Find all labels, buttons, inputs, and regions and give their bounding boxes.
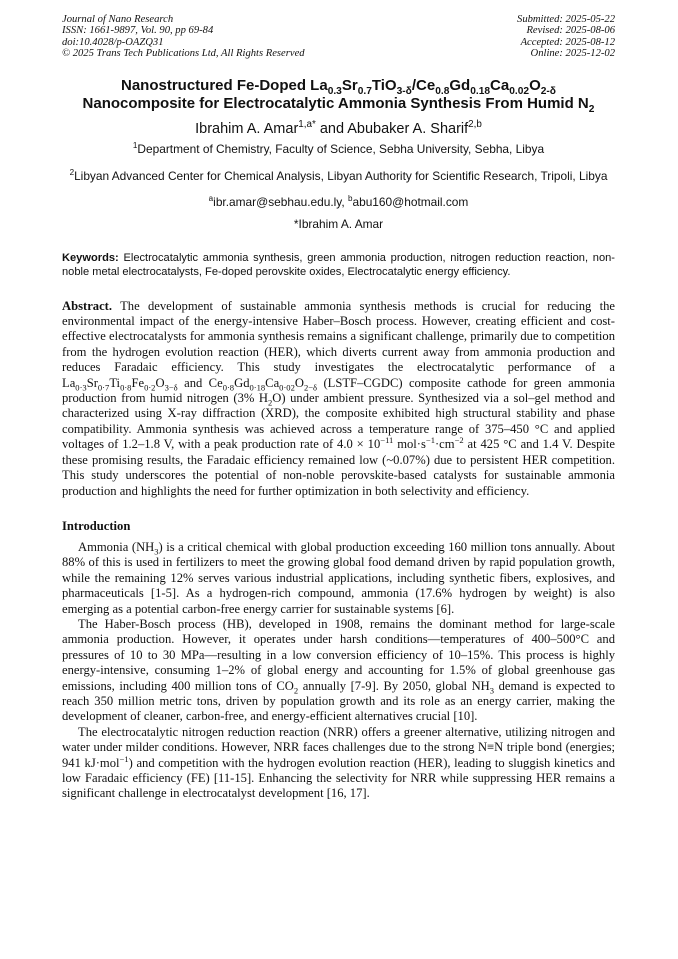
corresponding-author: *Ibrahim A. Amar — [293, 216, 384, 231]
date-accepted: Accepted: 2025-08-12 — [520, 36, 615, 48]
title-line-2: Nanocomposite for Electrocatalytic Ammonia Synthesis From Humid $N_2$ — [82, 94, 595, 115]
publication-dates — [517, 14, 615, 60]
journal-copyright: © 2025 Trans Tech Publications Ltd, All Rights Reserved — [62, 48, 305, 60]
date-submitted: Submitted: 2025-05-22 — [517, 14, 615, 25]
journal-issn: ISSN: 1661-9897, Vol. 90, pp 69-84 — [62, 25, 214, 37]
date-online: Online: 2025-12-02 — [530, 48, 615, 60]
intro-paragraph-1: Ammonia $(NH_3)$ is a critical chemical with global production exceeding 160 million tons annually. About 88% of this is used in fertilizers to meet the growing global food demand driven by rapid population growth, while the remaining 12% serves various industrial applications, including synthetic fibers, explosives, and pharmaceuticals [1-5]. As a hydrogen-rich compound, ammonia (17.6% hydrogen by weight) is also emerging as a potential carbon-free energy carrier for sustainable systems [6]. — [62, 539, 615, 616]
intro-paragraph-2: The Haber-Bosch process (HB), developed in 1908, remains the dominant method for large-scale ammonia production. However, it operates under harsh conditions—temperatures of 400–500°C and pressures of 10 to 30 MPa—resulting in a low conversion efficiency of 10–15%. This process is highly energy-intensive, consuming 1–2% of global energy and accounting for 1.5% of global greenhouse gas emissions, including 400 million tons of $CO_2$ annually [7-9]. By 2050, global $NH_3$ demand is expected to reach 350 million metric tons, driven by population growth and its role as an energy carrier, making the development of cleaner, carbon-free, and energy-efficient alternatives crucial [10]. — [62, 616, 616, 724]
section-heading-introduction: Introduction — [62, 518, 131, 533]
author-list: Ibrahim A. Amar$^{1,a*}$ and Abubaker A. Sharif$^{2,b}$ — [195, 118, 482, 137]
keywords-text: Electrocatalytic ammonia synthesis, green ammonia production, nitrogen reduction reaction, non-noble metal electrocatalysts, Fe-doped perovskite oxides, Electrocatalytic energy efficiency. — [62, 251, 615, 278]
keywords-label: Keywords: — [62, 251, 119, 264]
affiliation-2: $^2$Libyan Advanced Center for Chemical Analysis, Libyan Authority for Scientific Research, Tripoli, Libya — [69, 167, 608, 183]
author-emails: $^a$ibr.amar@sebhau.edu.ly, $^b$abu160@hotmail.com — [208, 193, 469, 209]
email-b[interactable]: abu160@hotmail.com — [352, 194, 469, 209]
email-a[interactable]: ibr.amar@sebhau.edu.ly, — [213, 194, 348, 209]
title-line-1: Nanostructured Fe-Doped $La_{0.3}Sr_{0.7}TiO_{3-\delta}/Ce_{0.8}Gd_{0.18}Ca_{0.02}O_{2-\delta}$ — [121, 76, 556, 97]
intro-paragraph-3: The electrocatalytic nitrogen reduction reaction (NRR) offers a greener alternative, utilizing nitrogen and water under milder conditions. However, NRR faces challenges due to the strong N≡N triple bond (energies; 941 kJ·mol$^{-1}$) and competition with the hydrogen evolution reaction (HER), leading to sluggish kinetics and low Faradaic efficiency (FE) [11-15]. Enhancing the selectivity for NRR while suppressing HER remains a significant challenge in electrocatalyst development [16, 17]. — [62, 724, 615, 801]
date-revised: Revised: 2025-08-06 — [526, 25, 615, 37]
journal-header — [62, 14, 615, 60]
journal-name: Journal of Nano Research — [62, 14, 174, 25]
journal-doi: doi:10.4028/p-OAZQ31 — [62, 36, 164, 48]
author-1: Ibrahim A. Amar — [195, 120, 299, 137]
author-2: Abubaker A. Sharif — [347, 120, 469, 137]
keywords — [62, 251, 615, 279]
paper-page — [62, 14, 615, 802]
abstract: Abstract. The development of sustainable ammonia synthesis methods is crucial for reducing the environmental impact of the energy-intensive Haber–Bosch process. However, creating efficient and cost-effective electrocatalysts for ammonia synthesis remains a significant challenge, primarily due to competition from the hydrogen evolution reaction (HER), which diverts current away from ammonia production and reduces Faradaic efficiency. This study investigates the electrocatalytic performance of a $La_{0\cdot 3}Sr_{0\cdot 7}Ti_{0\cdot 8}Fe_{0\cdot 2}O_{3-\delta}$ and $Ce_{0\cdot 8}Gd_{0\cdot 18}Ca_{0\cdot 02}O_{2-\delta}$ (LSTF–CGDC) composite cathode for green ammonia production from humid nitrogen (3% $H_2O$) under ambient pressure. Synthesized via a sol–gel method and characterized using X-ray diffraction (XRD), the composite exhibited high structural stability and phase compatibility. Ammonia synthesis was achieved across a temperature range of 375–450 °C and applied voltages of 1.2–1.8 V, with a peak production rate of $4.0 \times 10^{-11}$ $mol\cdot s^{-1}\cdot cm^{-2}$ at 425 °C and 1.4 V. Despite these promising results, the Faradaic efficiency remained low (~0.07%) due to persistent HER competition. This study underscores the potential of non-noble perovskite-based catalysts for sustainable ammonia production and highlights the need for further optimization in both selectivity and efficiency. — [62, 298, 615, 498]
paper-title — [62, 77, 615, 113]
abstract-label: Abstract. — [62, 298, 113, 313]
journal-info — [62, 14, 305, 60]
affiliation-1: $^1$Department of Chemistry, Faculty of Science, Sebha University, Sebha, Libya — [132, 140, 545, 156]
